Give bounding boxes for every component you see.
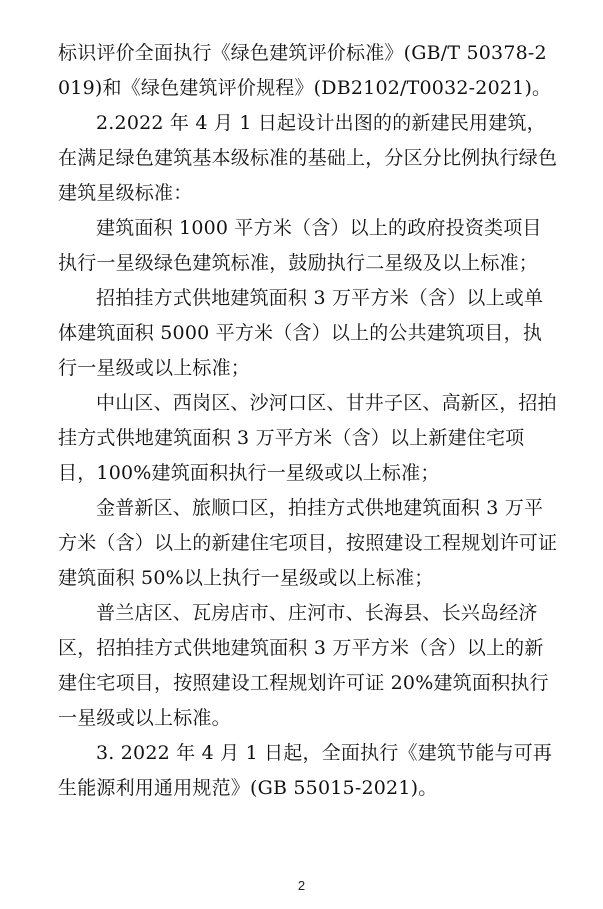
page-number: 2 — [297, 878, 306, 893]
paragraph-standard-continuation: 标识评价全面执行《绿色建筑评价标准》(GB/T 50378-2019)和《绿色建筑评价规程》(DB2102/T0032-2021)。 — [58, 42, 552, 99]
paragraph-item-2: 2.2022 年 4 月 1 日起设计出图的的新建民用建筑，在满足绿色建筑基本级标准的基础上，分区分比例执行绿色建筑星级标准： — [58, 112, 558, 204]
paragraph-jinpu-lushun: 金普新区、旅顺口区，拍挂方式供地建筑面积 3 万平方米（含）以上的新建住宅项目，按照建设工程规划许可证建筑面积 50%以上执行一星级或以上标准； — [58, 497, 558, 589]
paragraph-public-buildings: 招拍挂方式供地建筑面积 3 万平方米（含）以上或单体建筑面积 5000 平方米（含）以上的公共建筑项目，执行一星级或以上标准； — [58, 287, 544, 379]
document-body — [58, 36, 558, 806]
paragraph-outer-districts: 普兰店区、瓦房店市、庄河市、长海县、长兴岛经济区，招拍挂方式供地建筑面积 3 万平方米（含）以上的新建住宅项目，按照建设工程规划许可证 20%建筑面积执行一星级或以上标准。 — [58, 602, 549, 729]
paragraph-government-projects: 建筑面积 1000 平方米（含）以上的政府投资类项目执行一星级绿色建筑标准，鼓励执行二星级及以上标准； — [58, 217, 542, 274]
paragraph-item-3: 3. 2022 年 4 月 1 日起，全面执行《建筑节能与可再生能源利用通用规范》(GB 55015-2021)。 — [58, 742, 553, 799]
paragraph-central-districts: 中山区、西岗区、沙河口区、甘井子区、高新区，招拍挂方式供地建筑面积 3 万平方米（含）以上新建住宅项目，100%建筑面积执行一星级或以上标准； — [58, 392, 557, 484]
